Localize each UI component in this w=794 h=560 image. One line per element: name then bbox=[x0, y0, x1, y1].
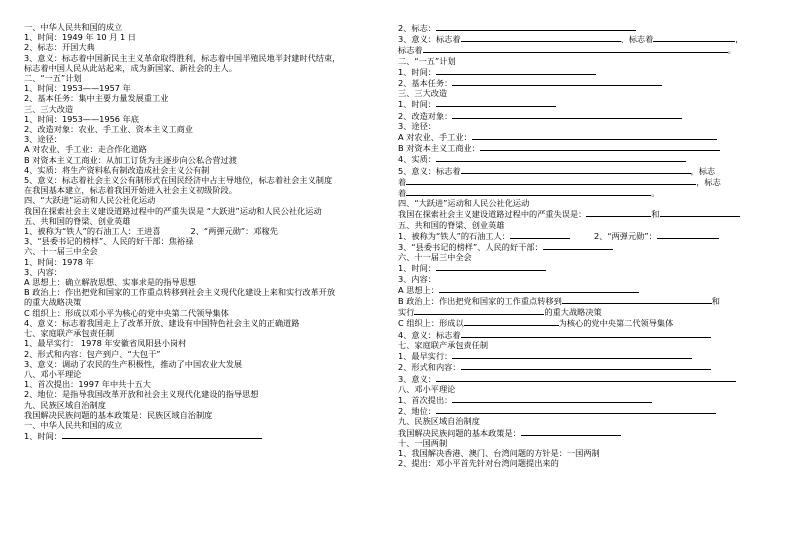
text-line: 2、“两弹元勋”： bbox=[593, 230, 657, 241]
text-line: 1、时间：1949 年 10 月 1 日 bbox=[24, 32, 136, 43]
answer-blank bbox=[436, 66, 596, 75]
fill-in-line bbox=[398, 361, 770, 372]
fill-in-line bbox=[398, 142, 770, 153]
text-line: ，标志 bbox=[690, 165, 716, 176]
heading: 三、三大改造 bbox=[24, 103, 74, 114]
text-line: 5、意义：标志着 bbox=[398, 165, 461, 176]
answer-blank bbox=[436, 22, 636, 31]
text-line: B 政治上：作出把党和国家的工作重点转移到 bbox=[398, 296, 562, 307]
answer-blank bbox=[660, 208, 740, 217]
fill-in-line bbox=[398, 306, 770, 317]
text-line: 4、实质： bbox=[398, 154, 436, 165]
text-line: 我国解决民族问题的基本政策是： bbox=[398, 427, 521, 438]
answer-blank bbox=[436, 153, 686, 162]
text-line: 1、时间： bbox=[24, 431, 62, 442]
text-line: 2、地位：是指导我国改革开放和社会主义现代化建设的指导思想 bbox=[24, 389, 259, 400]
text-line: 2、改造对象：农业、手工业、资本主义工商业 bbox=[24, 124, 193, 135]
text-line: 和 bbox=[651, 209, 660, 220]
text-line: 2、基本任务：集中主要力量发展重工业 bbox=[24, 93, 169, 104]
fill-in-line bbox=[398, 405, 770, 416]
answer-blank bbox=[452, 110, 682, 119]
text-line: 3、内容： bbox=[24, 266, 62, 277]
text-line: 1、时间： bbox=[398, 263, 436, 274]
fill-in-line bbox=[398, 165, 770, 176]
text-line: 3、“县委书记的榜样”、人民的好干部： bbox=[398, 242, 543, 253]
answer-blank bbox=[461, 165, 691, 174]
text-line: C 组织上：形成以 bbox=[398, 318, 464, 329]
text-line: 的重大战略决策 bbox=[544, 307, 602, 318]
text-line: 1、时间： bbox=[398, 99, 436, 110]
fill-in-line bbox=[398, 98, 770, 109]
fill-in-line bbox=[398, 373, 770, 384]
text-line: 3、意义：标志着 bbox=[398, 34, 461, 45]
text-line: 3、途径： bbox=[24, 134, 62, 145]
text-line: 2、“两弹元勋”：邓稼先 bbox=[190, 226, 278, 237]
fill-in-line bbox=[398, 44, 770, 55]
fill-in-line bbox=[398, 77, 770, 88]
heading: 五、共和国的脊梁、创业英雄 bbox=[398, 219, 505, 230]
fill-in-line bbox=[398, 153, 770, 164]
text-line: 2、形式和内容：包产到户、“大包干” bbox=[24, 348, 161, 359]
answer-blank bbox=[461, 361, 711, 370]
text-line: 3、意义： bbox=[398, 373, 436, 384]
text-line: 、标志着 bbox=[620, 34, 654, 45]
text-line: 在我国基本建立，标志着我国开始进入社会主义初级阶段。 bbox=[24, 185, 237, 196]
fill-in-line bbox=[398, 230, 770, 241]
fill-in-line bbox=[398, 131, 770, 142]
heading: 八、邓小平理论 bbox=[398, 383, 456, 394]
fill-in-line bbox=[398, 284, 770, 295]
fill-in-line bbox=[398, 394, 770, 405]
text-line: A 对农业、手工业：走合作化道路 bbox=[24, 144, 147, 155]
text-line: 2、形式和内容： bbox=[398, 362, 461, 373]
answer-blank bbox=[653, 33, 735, 42]
text-line bbox=[24, 226, 386, 236]
fill-in-line bbox=[398, 22, 770, 33]
text-line: 1、被称为“铁人”的石油工人：王进喜 bbox=[24, 226, 161, 237]
text-line: 3、内容： bbox=[398, 273, 436, 284]
exercise-column bbox=[398, 22, 770, 468]
fill-in-line bbox=[398, 208, 770, 219]
heading: 九、民族区域自治制度 bbox=[24, 399, 106, 410]
text-line: B 政治上：作出把党和国家的工作重点转移到社会主义现代化建设上来和实行改革开放 bbox=[24, 287, 336, 298]
text-line: 我国解决民族问题的基本政策是：民族区域自治制度 bbox=[24, 409, 213, 420]
heading: 五、共和国的脊梁、创业英雄 bbox=[24, 215, 131, 226]
answer-blank bbox=[423, 44, 728, 53]
answer-blank bbox=[480, 142, 720, 151]
answer-blank bbox=[436, 98, 556, 107]
heading: 八、邓小平理论 bbox=[24, 368, 82, 379]
heading: 一、中华人民共和国的成立 bbox=[24, 22, 123, 32]
answer-blank bbox=[414, 306, 544, 315]
answer-blank bbox=[472, 131, 717, 140]
fill-in-line bbox=[398, 176, 770, 187]
heading: 六、十一届三中全会 bbox=[398, 252, 472, 263]
fill-in-line bbox=[24, 430, 386, 441]
answer-blank bbox=[452, 77, 662, 86]
heading: 十、一国两制 bbox=[398, 437, 448, 448]
text-line: 1、时间：1978 年 bbox=[24, 256, 94, 267]
fill-in-line bbox=[398, 262, 770, 273]
text-line: 实行 bbox=[398, 307, 415, 318]
text-line: B 对资本主义工商业： bbox=[398, 143, 480, 154]
fill-in-line bbox=[398, 350, 770, 361]
answer-blank bbox=[436, 262, 546, 271]
answer-blank bbox=[406, 176, 696, 185]
heading: 一、中华人民共和国的成立 bbox=[24, 419, 123, 430]
fill-in-line bbox=[398, 317, 770, 328]
text-line: 1、被称为“铁人”的石油工人： bbox=[398, 230, 510, 241]
text-line: 着 bbox=[398, 176, 407, 187]
text-line: 1、时间：1953——1956 年底 bbox=[24, 113, 139, 124]
answer-blank bbox=[439, 284, 639, 293]
text-line: 3、“县委书记的榜样”、人民的好干部：焦裕禄 bbox=[24, 236, 194, 247]
answer-column bbox=[24, 22, 386, 441]
answer-blank bbox=[657, 230, 719, 239]
text-line: 的重大战略决策 bbox=[24, 297, 82, 308]
answer-blank bbox=[452, 394, 652, 403]
text-line: 5、意义：标志着社会主义公有制形式在国民经济中占主导地位，标志着社会主义制度 bbox=[24, 175, 333, 186]
text-line: 1、首次提出：1997 年中共十五大 bbox=[24, 379, 151, 390]
answer-blank bbox=[436, 373, 736, 382]
answer-blank bbox=[464, 317, 559, 326]
heading: 四、“大跃进”运动和人民公社化运动 bbox=[24, 195, 156, 206]
answer-blank bbox=[461, 33, 621, 42]
fill-in-line bbox=[398, 33, 770, 44]
text-line: 和 bbox=[711, 296, 720, 307]
text-line: 为核心的党中央第二代领导集体 bbox=[558, 318, 674, 329]
text-line: 标志着中国人民从此站起来，成为新国家、新社会的主人。 bbox=[24, 62, 237, 73]
text-line: 2、提出：邓小平首先针对台湾问题提出来的 bbox=[398, 458, 559, 469]
text-line: 。 bbox=[651, 188, 660, 199]
text-line: 3、意义：调动了农民的生产积极性，推动了中国农业大发展 bbox=[24, 358, 243, 369]
answer-blank bbox=[406, 187, 651, 196]
text-line: ， bbox=[735, 34, 744, 45]
text-line: 标志着 bbox=[398, 45, 423, 56]
text-line: 着 bbox=[398, 188, 407, 199]
answer-blank bbox=[510, 230, 570, 239]
fill-in-line bbox=[398, 427, 770, 438]
text-line: 1、最早实行： bbox=[398, 351, 453, 362]
answer-blank bbox=[586, 208, 651, 217]
fill-in-line bbox=[398, 295, 770, 306]
fill-in-line bbox=[398, 241, 770, 252]
text-line: 2、标志：开国大典 bbox=[24, 42, 95, 53]
heading: 二、“一五”计划 bbox=[24, 73, 82, 84]
text-line: 2、标志： bbox=[398, 23, 436, 33]
fill-in-line bbox=[398, 66, 770, 77]
heading: 七、家庭联产承包责任制 bbox=[24, 328, 115, 339]
text-line: 我国在探索社会主义建设道路过程中的严重失误是： bbox=[398, 209, 587, 220]
text-line: 1、时间：1953——1957 年 bbox=[24, 83, 131, 94]
text-line: 1、我国解决香港、澳门、台湾问题的方针是：一国两制 bbox=[398, 447, 600, 458]
text-line: 1、最早实行： 1978 年安徽省凤阳县小岗村 bbox=[24, 338, 187, 349]
answer-blank bbox=[521, 427, 621, 436]
heading: 三、三大改造 bbox=[398, 88, 448, 99]
text-line: ，标志 bbox=[696, 176, 721, 187]
text-line: 2、地位： bbox=[398, 406, 436, 417]
fill-in-line bbox=[398, 187, 770, 198]
answer-blank bbox=[436, 405, 716, 414]
text-line: 1、首次提出： bbox=[398, 394, 453, 405]
heading: 四、“大跃进”运动和人民公社化运动 bbox=[398, 198, 530, 209]
text-line: A 思想上： bbox=[398, 284, 439, 295]
text-line: 2、改造对象： bbox=[398, 110, 453, 121]
text-line: 3、途径： bbox=[398, 120, 436, 131]
answer-blank bbox=[461, 329, 711, 338]
answer-blank bbox=[452, 350, 692, 359]
heading: 九、民族区域自治制度 bbox=[398, 416, 480, 427]
text-line: 4、意义：标志着我国走上了改革开放、建设有中国特色社会主义的正确道路 bbox=[24, 317, 300, 328]
heading: 六、十一届三中全会 bbox=[24, 246, 98, 257]
heading: 二、“一五”计划 bbox=[398, 55, 456, 66]
text-line: 3、意义：标志着中国新民主主义革命取得胜利，标志着中国半殖民地半封建时代结束， bbox=[24, 52, 341, 63]
text-line: A 对农业、手工业： bbox=[398, 132, 472, 143]
answer-blank bbox=[62, 430, 262, 439]
text-line: B 对资本主义工商业：从加工订货为主逐步向公私合营过渡 bbox=[24, 154, 237, 165]
text-line: 4、意义：标志着 bbox=[398, 329, 461, 340]
fill-in-line bbox=[398, 110, 770, 121]
text-line: A 思想上：确立解放思想、实事求是的指导思想 bbox=[24, 277, 196, 288]
text-line: 1、时间： bbox=[398, 66, 436, 77]
text-line: C 组织上：形成以邓小平为核心的党中央第二代领导集体 bbox=[24, 307, 229, 318]
fill-in-line bbox=[398, 329, 770, 340]
answer-blank bbox=[562, 295, 712, 304]
text-line: 。 bbox=[727, 45, 736, 56]
text-line: 2、基本任务： bbox=[398, 78, 453, 89]
answer-blank bbox=[543, 241, 613, 250]
text-line: 我国在探索社会主义建设道路过程中的严重失误是 “大跃进”运动和人民公社化运动 bbox=[24, 205, 322, 216]
text-line: 4、实质：将生产资料私有制改造成社会主义公有制 bbox=[24, 164, 210, 175]
heading: 七、家庭联产承包责任制 bbox=[398, 339, 489, 350]
